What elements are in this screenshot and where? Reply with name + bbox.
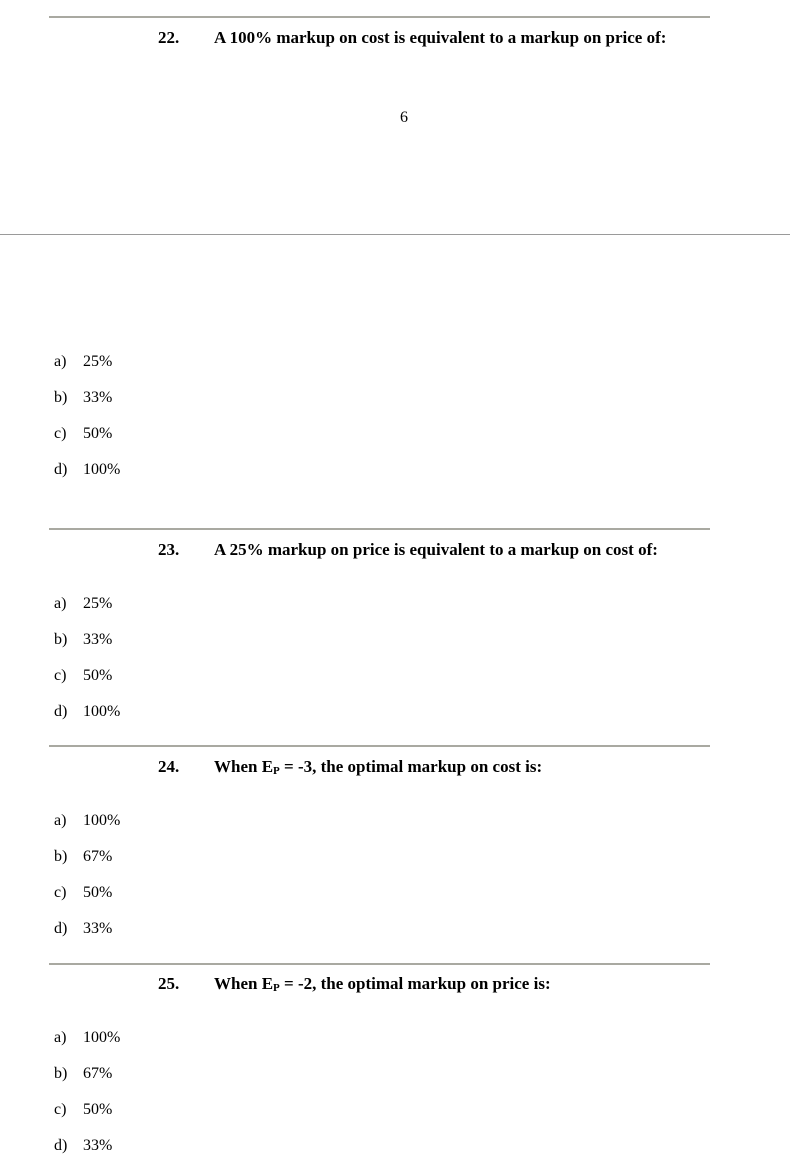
option-letter: d) bbox=[54, 703, 68, 720]
option-letter: b) bbox=[54, 389, 68, 406]
question-22-option-d[interactable] bbox=[54, 460, 120, 496]
question-22-divider bbox=[49, 16, 710, 18]
question-22-number: 22. bbox=[158, 28, 180, 47]
option-value: 25% bbox=[83, 353, 113, 370]
option-value: 33% bbox=[83, 920, 113, 937]
price-elasticity-subscript: P bbox=[273, 765, 280, 777]
question-23-number: 23. bbox=[158, 540, 180, 559]
question-25-option-a[interactable] bbox=[54, 1028, 120, 1064]
option-value: 100% bbox=[83, 461, 121, 478]
option-value: 33% bbox=[83, 1137, 113, 1154]
question-24-text bbox=[214, 757, 542, 777]
question-25-option-d[interactable] bbox=[54, 1136, 120, 1172]
option-letter: b) bbox=[54, 631, 68, 648]
question-22-text: A 100% markup on cost is equivalent to a markup on price of: bbox=[214, 28, 667, 47]
option-letter: a) bbox=[54, 812, 67, 829]
question-23-divider bbox=[49, 528, 710, 530]
question-25-text bbox=[214, 974, 551, 994]
question-25-option-c[interactable] bbox=[54, 1100, 120, 1136]
question-22-option-c[interactable] bbox=[54, 424, 120, 460]
question-24-option-c[interactable] bbox=[54, 883, 120, 919]
question-25-text-end: = -2, the optimal markup on price is: bbox=[279, 974, 551, 993]
option-value: 50% bbox=[83, 425, 113, 442]
option-letter: c) bbox=[54, 884, 67, 901]
option-letter: c) bbox=[54, 1101, 67, 1118]
option-letter: a) bbox=[54, 595, 67, 612]
question-23-option-d[interactable] bbox=[54, 702, 120, 738]
option-value: 100% bbox=[83, 1029, 121, 1046]
option-value: 67% bbox=[83, 848, 113, 865]
option-letter: c) bbox=[54, 667, 67, 684]
option-value: 50% bbox=[83, 1101, 113, 1118]
option-letter: d) bbox=[54, 461, 68, 478]
question-23-option-b[interactable] bbox=[54, 630, 120, 666]
page-break-line bbox=[0, 234, 790, 235]
option-letter: c) bbox=[54, 425, 67, 442]
question-25-number: 25. bbox=[158, 974, 180, 993]
option-letter: d) bbox=[54, 1137, 68, 1154]
question-23-options bbox=[54, 594, 120, 738]
question-24-option-d[interactable] bbox=[54, 919, 120, 955]
question-24-option-a[interactable] bbox=[54, 811, 120, 847]
option-value: 33% bbox=[83, 389, 113, 406]
question-25-text-start: When E bbox=[214, 974, 274, 993]
question-25-option-b[interactable] bbox=[54, 1064, 120, 1100]
question-22-option-b[interactable] bbox=[54, 388, 120, 424]
option-value: 25% bbox=[83, 595, 113, 612]
option-letter: b) bbox=[54, 1065, 68, 1082]
question-24-text-start: When E bbox=[214, 757, 274, 776]
question-25-options bbox=[54, 1028, 120, 1172]
question-23-option-a[interactable] bbox=[54, 594, 120, 630]
option-letter: a) bbox=[54, 353, 67, 370]
option-value: 100% bbox=[83, 703, 121, 720]
question-25-divider bbox=[49, 963, 710, 965]
option-value: 50% bbox=[83, 884, 113, 901]
option-value: 33% bbox=[83, 631, 113, 648]
question-24-number: 24. bbox=[158, 757, 180, 776]
option-letter: a) bbox=[54, 1029, 67, 1046]
question-22-options bbox=[54, 352, 120, 496]
option-value: 67% bbox=[83, 1065, 113, 1082]
question-22-option-a[interactable] bbox=[54, 352, 120, 388]
question-24-options bbox=[54, 811, 120, 955]
price-elasticity-subscript: P bbox=[273, 982, 280, 994]
option-value: 50% bbox=[83, 667, 113, 684]
question-23-text: A 25% markup on price is equivalent to a markup on cost of: bbox=[214, 540, 658, 559]
option-letter: d) bbox=[54, 920, 68, 937]
option-letter: b) bbox=[54, 848, 68, 865]
option-value: 100% bbox=[83, 812, 121, 829]
question-23-option-c[interactable] bbox=[54, 666, 120, 702]
question-24-text-end: = -3, the optimal markup on cost is: bbox=[279, 757, 543, 776]
question-24-option-b[interactable] bbox=[54, 847, 120, 883]
question-24-divider bbox=[49, 745, 710, 747]
page-number: 6 bbox=[400, 109, 408, 126]
